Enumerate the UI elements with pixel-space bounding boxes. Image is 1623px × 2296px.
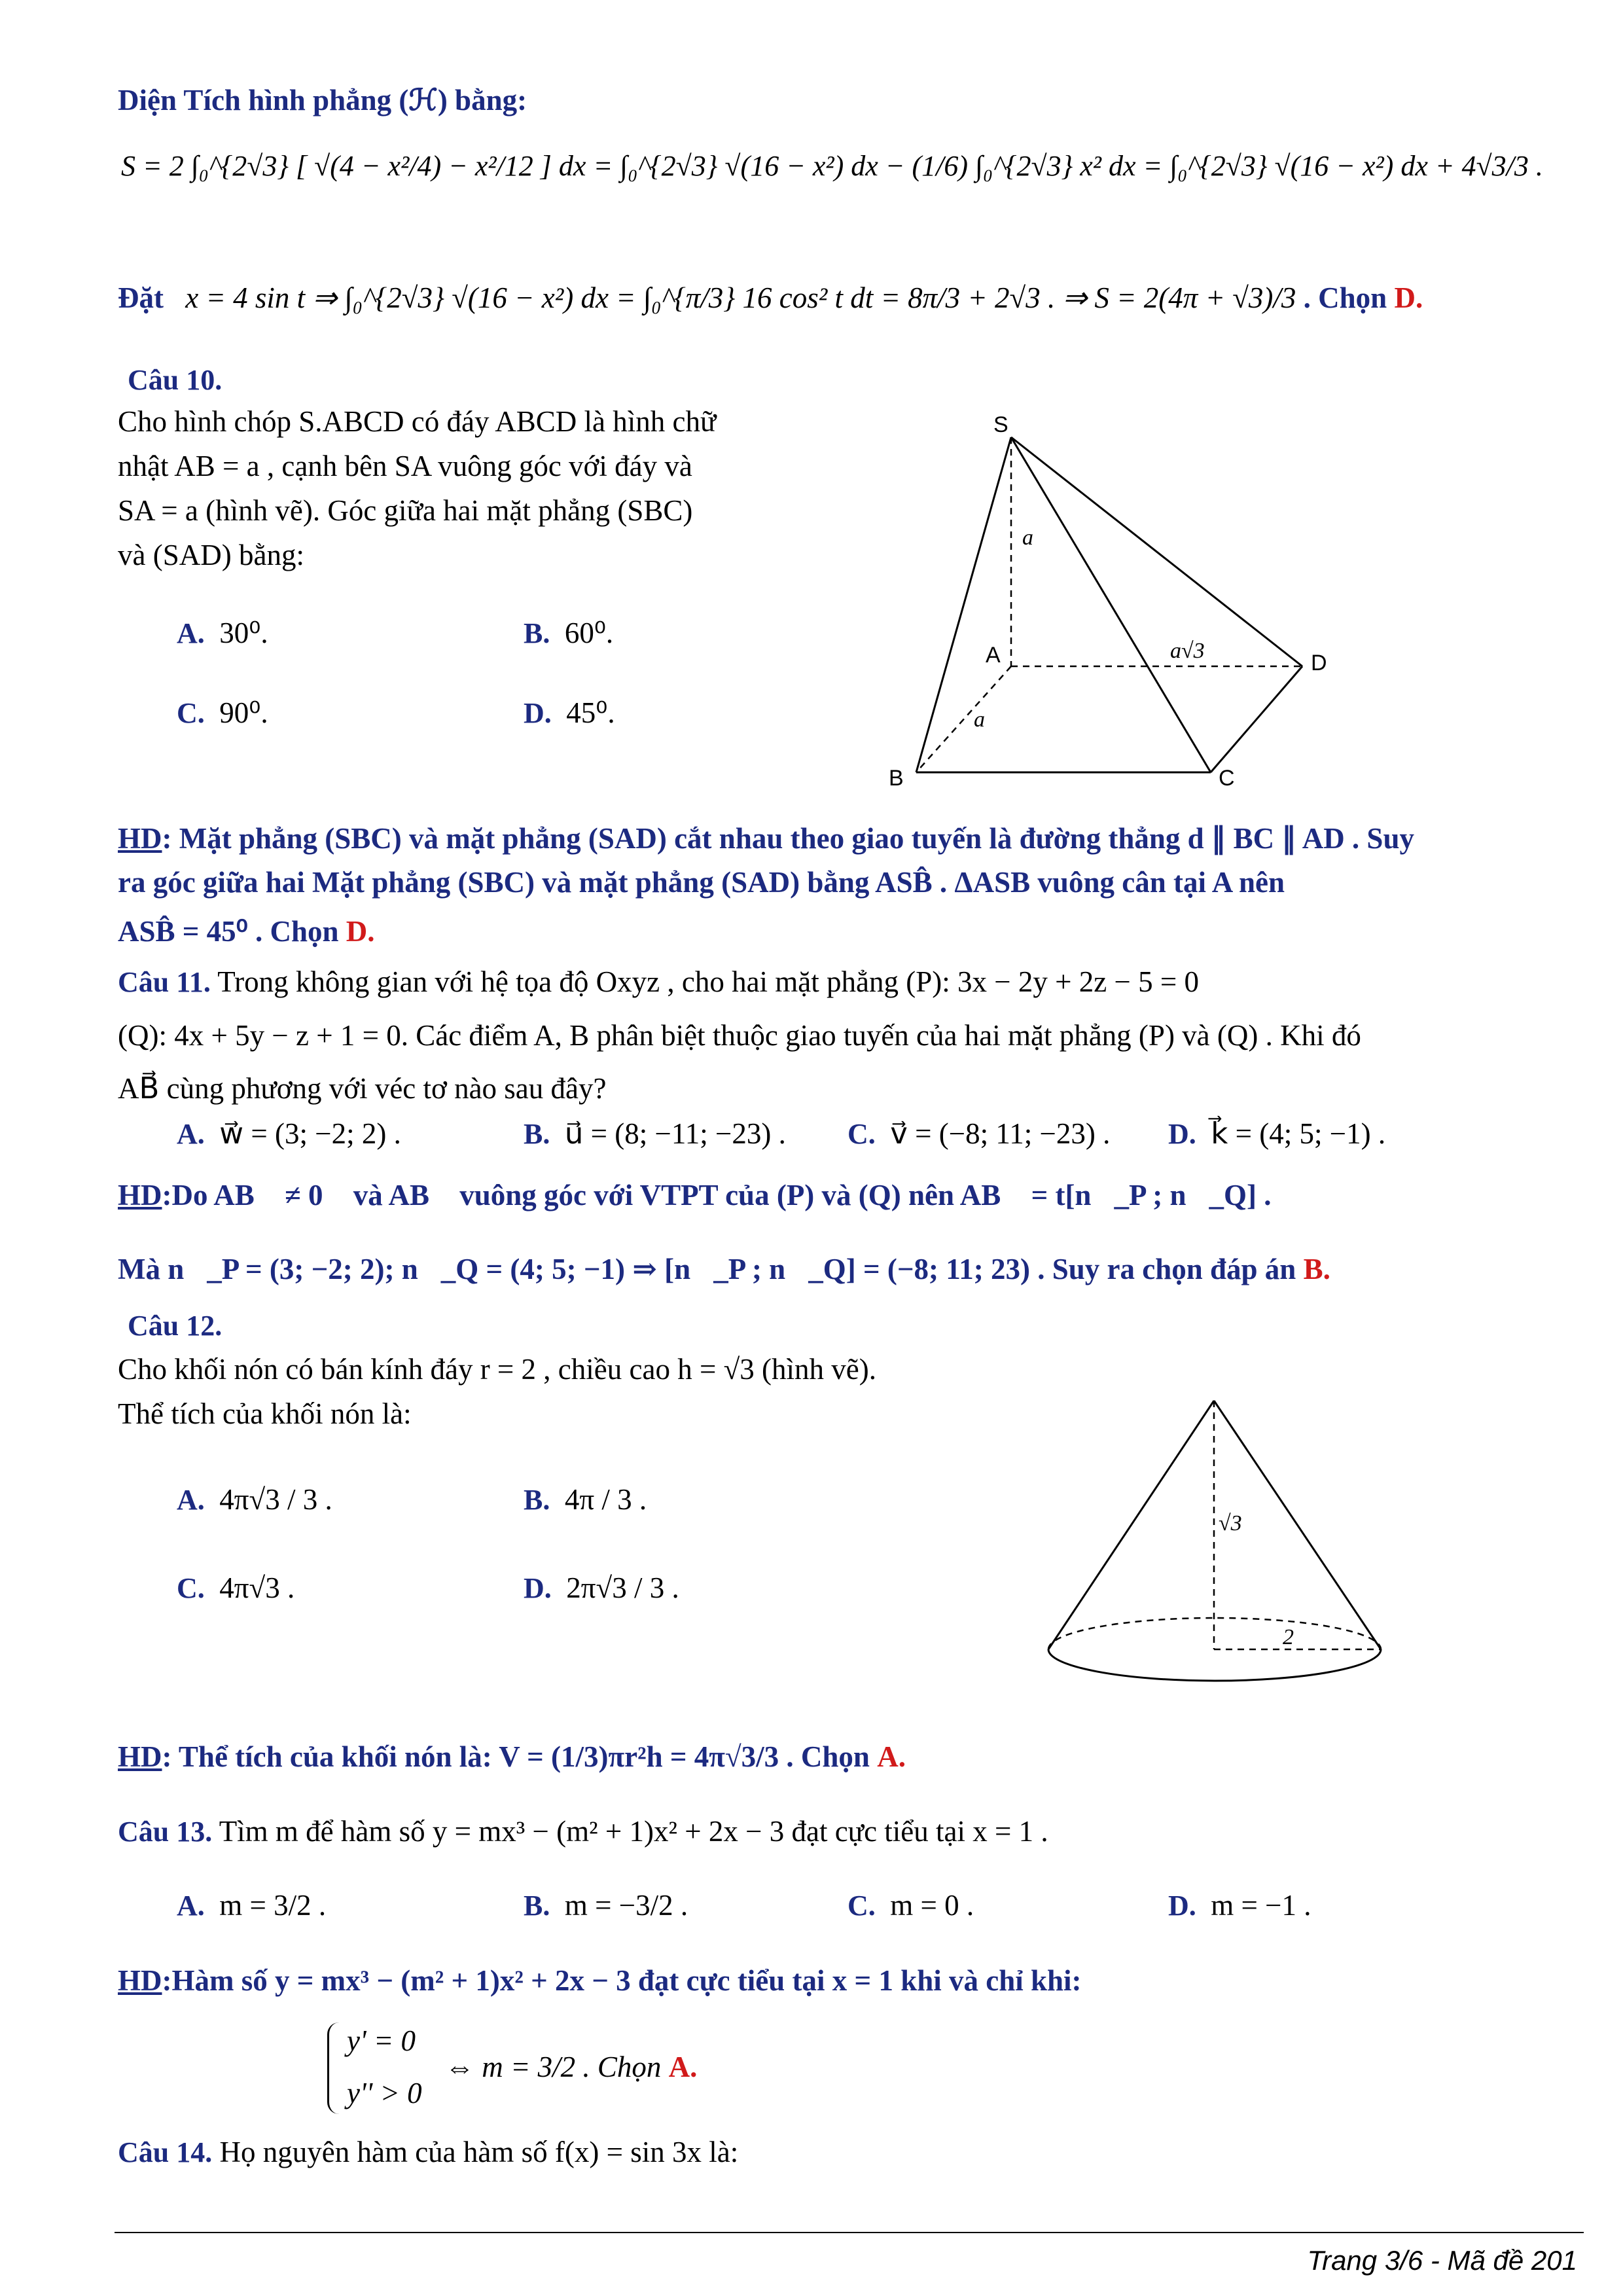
- option-a: A. 30⁰.: [177, 617, 268, 649]
- edge-sb: [916, 437, 1011, 772]
- cone-base-back: [1048, 1618, 1381, 1649]
- hd-11-line-1: HD:Do AB⃗ ≠ 0⃗ và AB⃗ vuông góc với VTPT của (P) và (Q) nên AB⃗ = t[n⃗_P ; n⃗_Q] .: [118, 1179, 1272, 1211]
- system-line-2: y'' > 0: [347, 2077, 422, 2109]
- label-b: B: [889, 766, 904, 791]
- substitution-formula: x = 4 sin t ⇒ ∫₀^{2√3} √(16 − x²) dx = ∫₀^{π/3} 16 cos² t dt = 8π/3 + 2√3 . ⇒ S = 2(4π + √3)/3: [185, 281, 1296, 314]
- question-13-line: Câu 13. Tìm m để hàm số y = mx³ − (m² + 1)x² + 2x − 3 đạt cực tiểu tại x = 1 .: [118, 1815, 1048, 1848]
- dat-label: Đặt: [118, 281, 164, 314]
- label-ab-a: a: [974, 708, 985, 732]
- question-11-label: Câu 11.: [118, 966, 211, 998]
- hd-11-line-2: Mà n⃗_P = (3; −2; 2); n⃗_Q = (4; 5; −1) ⇒ [n⃗_P ; n⃗_Q] = (−8; 11; 23) . Suy ra chọn đáp án B.: [118, 1253, 1330, 1285]
- option-a: A. 4π√3 / 3 .: [177, 1483, 332, 1516]
- option-c: C. 90⁰.: [177, 696, 268, 729]
- hd-13-line-2: ⇔ m = 3/2 . Chọn A.: [445, 2051, 698, 2083]
- question-10-stem: [118, 399, 716, 577]
- cone-base-front: [1048, 1649, 1381, 1681]
- question-10-label: Câu 10.: [128, 364, 223, 396]
- system-line-1: y' = 0: [347, 2024, 416, 2057]
- label-a: A: [986, 643, 1001, 668]
- footer-divider: [115, 2232, 1584, 2233]
- stem-line: và (SAD) bằng:: [118, 539, 304, 571]
- stem-line: Thể tích của khối nón là:: [118, 1397, 412, 1430]
- stem-line: Cho khối nón có bán kính đáy r = 2 , chiều cao h = √3 (hình vẽ).: [118, 1353, 876, 1386]
- question-14-label: Câu 14.: [118, 2136, 213, 2168]
- option-c: C. m = 0 .: [847, 1889, 974, 1922]
- option-a: A. m = 3/2 .: [177, 1889, 327, 1922]
- answer-a: A.: [877, 1740, 906, 1773]
- option-c: C. v⃗ = (−8; 11; −23) .: [847, 1117, 1111, 1150]
- label-height: √3: [1219, 1511, 1242, 1535]
- pyramid-figure: [870, 393, 1368, 812]
- substitution-line: [118, 280, 1423, 315]
- option-b: B. m = −3/2 .: [524, 1889, 688, 1922]
- stem-line: nhật AB = a , cạnh bên SA vuông góc với đáy và: [118, 450, 692, 482]
- hd-13-line-1: HD:Hàm số y = mx³ − (m² + 1)x² + 2x − 3 đạt cực tiểu tại x = 1 khi và chỉ khi:: [118, 1964, 1082, 1997]
- question-13-label: Câu 13.: [118, 1816, 213, 1848]
- page-footer: Trang 3/6 - Mã đề 201: [1307, 2245, 1577, 2276]
- answer-b: B.: [1303, 1253, 1330, 1285]
- hd-label: HD: [118, 822, 162, 855]
- hd-10-line-2: ra góc giữa hai Mặt phẳng (SBC) và mặt phẳng (SAD) bằng ASB̂ . ΔASB vuông cân tại A nên: [118, 866, 1285, 899]
- cone-figure: [1034, 1388, 1400, 1702]
- edge-sc: [1011, 437, 1211, 772]
- option-b: B. u⃗ = (8; −11; −23) .: [524, 1117, 786, 1150]
- answer-a: A.: [668, 2051, 698, 2083]
- label-sa-a: a: [1022, 526, 1033, 550]
- question-11-line-1: Câu 11. Trong không gian với hệ tọa độ Oxyz , cho hai mặt phẳng (P): 3x − 2y + 2z − 5 = 0: [118, 965, 1199, 998]
- chon-text: . Chọn: [1303, 281, 1387, 314]
- question-11-line-2: (Q): 4x + 5y − z + 1 = 0. Các điểm A, B phân biệt thuộc giao tuyến của hai mặt phẳng (P) và (Q) . Khi đó: [118, 1019, 1361, 1052]
- option-d: D. 2π√3 / 3 .: [524, 1571, 679, 1604]
- hd-10-line-3: ASB̂ = 45⁰ . Chọn D.: [118, 915, 375, 948]
- hd-label: HD: [118, 1964, 162, 1997]
- question-11-line-3: AB⃗ cùng phương với véc tơ nào sau đây?: [118, 1072, 607, 1105]
- question-12-stem: [118, 1347, 876, 1436]
- area-heading: Diện Tích hình phẳng (ℋ) bằng:: [118, 84, 527, 117]
- hd-12-line: HD: Thể tích của khối nón là: V = (1/3)πr²h = 4π√3/3 . Chọn A.: [118, 1740, 906, 1773]
- answer-d: D.: [346, 915, 375, 948]
- label-s: S: [993, 412, 1008, 437]
- hd-10-line-1: HD: Mặt phẳng (SBC) và mặt phẳng (SAD) cắt nhau theo giao tuyến là đường thẳng d ∥ BC ∥ AD . Suy: [118, 822, 1414, 855]
- edge-sd: [1011, 437, 1302, 666]
- option-d: D. 45⁰.: [524, 696, 615, 729]
- option-d: D. m = −1 .: [1168, 1889, 1311, 1922]
- hd-label: HD: [118, 1179, 162, 1211]
- option-b: B. 60⁰.: [524, 617, 614, 649]
- answer-d: D.: [1394, 281, 1423, 314]
- label-c: C: [1219, 766, 1235, 791]
- edge-cd: [1211, 666, 1302, 772]
- hd-label: HD: [118, 1740, 162, 1773]
- question-14-line: Câu 14. Họ nguyên hàm của hàm số f(x) = sin 3x là:: [118, 2136, 739, 2168]
- question-12-label: Câu 12.: [128, 1310, 223, 1342]
- option-d: D. k⃗ = (4; 5; −1) .: [1168, 1117, 1386, 1150]
- option-a: A. w⃗ = (3; −2; 2) .: [177, 1117, 401, 1150]
- cone-left-edge: [1048, 1401, 1214, 1649]
- system-brace: [327, 2022, 342, 2114]
- label-ad-a3: a√3: [1170, 639, 1205, 663]
- stem-line: SA = a (hình vẽ). Góc giữa hai mặt phẳng (SBC): [118, 494, 693, 527]
- label-radius: 2: [1283, 1625, 1294, 1649]
- stem-line: Cho hình chóp S.ABCD có đáy ABCD là hình chữ: [118, 405, 717, 438]
- option-c: C. 4π√3 .: [177, 1571, 295, 1604]
- label-d: D: [1311, 651, 1327, 675]
- option-b: B. 4π / 3 .: [524, 1483, 647, 1516]
- area-formula: S = 2 ∫₀^{2√3} [ √(4 − x²/4) − x²/12 ] dx = ∫₀^{2√3} √(16 − x²) dx − (1/6) ∫₀^{2√3} x² dx = ∫₀^{2√3} √(16 − x²) dx + 4√3/3 .: [121, 150, 1543, 182]
